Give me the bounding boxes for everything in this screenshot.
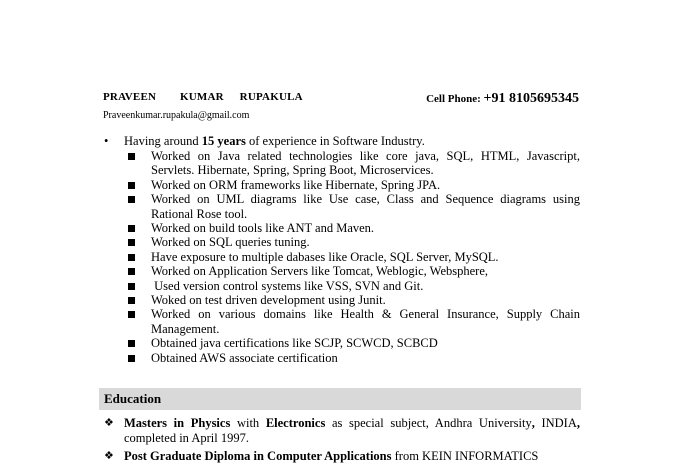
education-heading: Education [104,391,162,406]
degree-comma: , [576,416,580,430]
skills-list [128,149,580,365]
square-bullet-icon [128,340,135,347]
degree-rest: from KEIN INFORMATICS [391,449,539,463]
degree-name: Post Graduate Diploma in Computer Applications [124,449,392,463]
square-bullet-icon [128,355,135,362]
skill-text: Used version control systems like VSS, SVN and Git. [151,278,424,293]
list-item [128,351,580,365]
bullet-icon: • [104,134,109,148]
education-section-header [99,388,581,410]
list-item [128,178,580,192]
skill-text: Worked on SQL queries tuning. [151,235,310,250]
square-bullet-icon [128,182,135,189]
square-bullet-icon [128,311,135,318]
skill-text: Worked on Application Servers like Tomcat, Weblogic, Websphere, [151,264,488,279]
summary-post: of experience in Software Industry. [245,134,425,148]
list-item [128,221,580,235]
list-item [128,293,580,307]
list-item [128,250,580,264]
resume-header [103,90,579,108]
summary-pre: Having around [124,134,202,148]
square-bullet-icon [128,225,135,232]
square-bullet-icon [128,283,135,290]
skill-text: Obtained AWS associate certification [151,350,338,365]
skill-text: Worked on build tools like ANT and Maven. [151,221,375,236]
degree-comma: , [531,416,535,430]
degree-rest-post: completed in April 1997. [124,430,249,445]
list-item [128,149,580,178]
email-address: Praveenkumar.rupakula@gmail.com [103,110,250,121]
summary-years: 15 years [201,134,246,148]
list-item [128,192,580,221]
diamond-bullet-icon: ❖ [104,417,114,429]
degree-rest-mid: INDIA [534,416,577,430]
degree-with: with [230,416,266,430]
square-bullet-icon [128,239,135,246]
list-item [128,264,580,278]
skill-text: Worked on various domains like Health & General Insurance, Supply Chain Management. [151,307,580,336]
list-item [128,235,580,249]
experience-summary-text [124,134,425,149]
degree-name: Masters in Physics [124,416,231,430]
phone-number: +91 8105695345 [483,91,579,106]
square-bullet-icon [128,153,135,160]
skill-text: Woked on test driven development using Junit. [151,293,386,308]
degree-subject: Electronics [265,416,326,430]
diamond-bullet-icon: ❖ [104,450,114,462]
phone-label: Cell Phone: [426,93,484,105]
degree-rest-pre: as special subject, Andhra University [325,416,532,430]
education-list [104,416,580,468]
skill-text: Worked on ORM frameworks like Hibernate, Spring JPA. [151,177,441,192]
skill-text: Have exposure to multiple dabases like Oracle, SQL Server, MySQL. [151,249,499,264]
list-item [128,279,580,293]
skill-text: Worked on UML diagrams like Use case, Class and Sequence diagrams using Rational Rose tool. [151,192,580,221]
square-bullet-icon [128,268,135,275]
phone-contact [426,89,579,107]
list-item [128,336,580,350]
list-item [128,307,580,336]
skill-text: Worked on Java related technologies like core java, SQL, HTML, Javascript, Servlets. Hibernate, Spring, Spring Boot, Microservices. [151,149,580,178]
square-bullet-icon [128,254,135,261]
list-item [104,416,580,445]
list-item [104,449,580,464]
square-bullet-icon [128,196,135,203]
skill-text: Obtained java certifications like SCJP, SCWCD, SCBCD [151,336,438,351]
candidate-name: PRAVEEN KUMAR RUPAKULA [103,91,303,103]
square-bullet-icon [128,297,135,304]
